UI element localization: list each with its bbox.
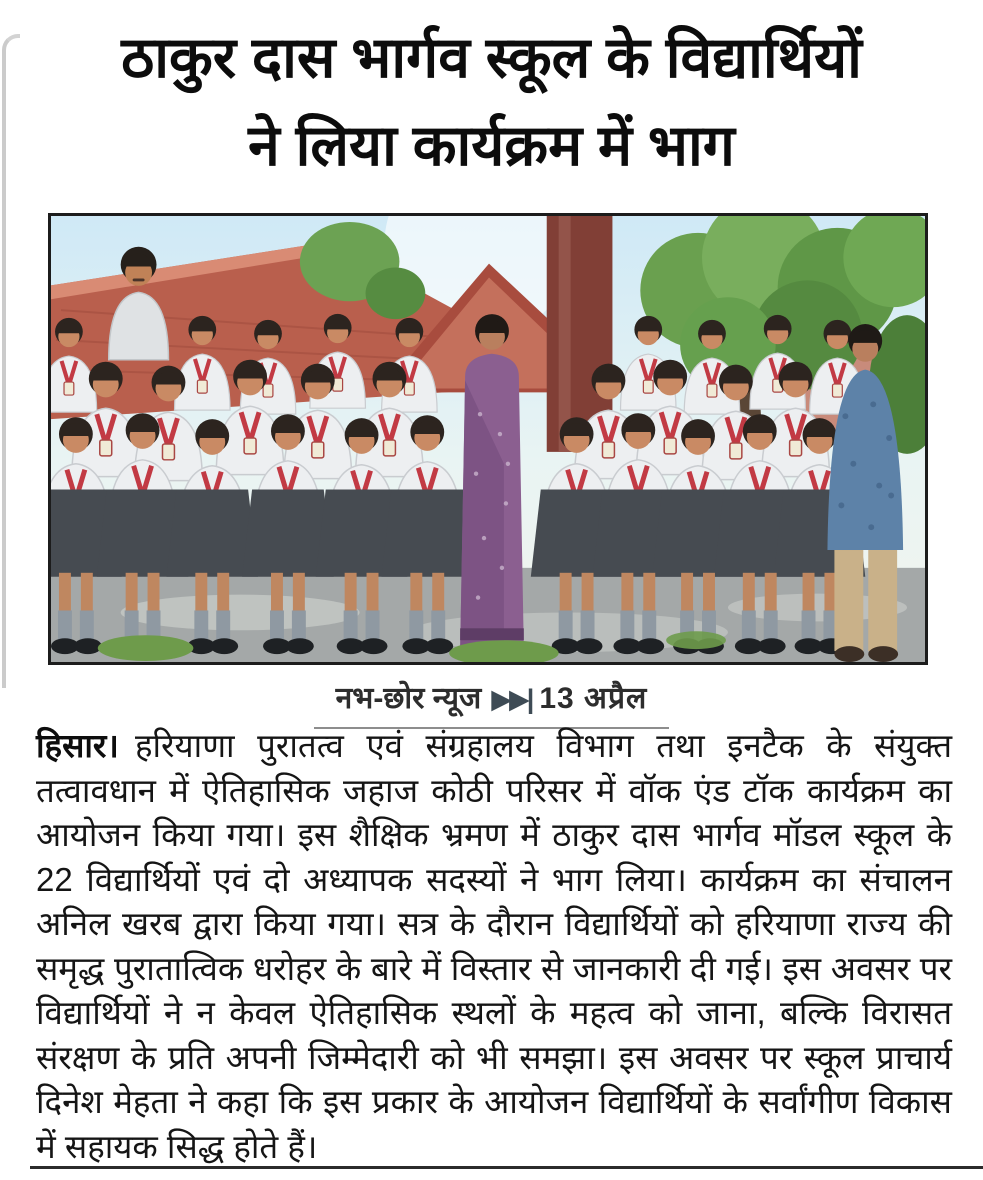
group-photo-illustration <box>51 216 925 662</box>
article-body <box>36 724 952 1169</box>
bottom-rule <box>30 1166 983 1169</box>
article-text: हरियाणा पुरातत्व एवं संग्रहालय विभाग तथा इनटैक के संयुक्त तत्वावधान में ऐतिहासिक जहाज कोठी परिसर में वॉक एंड टॉक कार्यक्रम का आयोजन किया गया। इस शैक्षिक भ्रमण में ठाकुर दास भार्गव मॉडल स्कूल के 22 विद्यार्थियों एवं दो अध्यापक सदस्यों ने भाग लिया। कार्यक्रम का संचालन अनिल खरब द्वारा किया गया। सत्र के दौरान विद्यार्थियों को हरियाणा राज्य की समृद्ध पुरातात्विक धरोहर के बारे में विस्तार से जानकारी दी गई। इस अवसर पर विद्यार्थियों ने न केवल ऐतिहासिक स्थलों के महत्व को जाना, बल्कि विरासत संरक्षण के प्रति अपनी जिम्मेदारी को भी समझा। इस अवसर पर स्कूल प्राचार्य दिनेश मेहता ने कहा कि इस प्रकार के आयोजन विद्यार्थियों के सर्वांगीण विकास में सहायक सिद्ध होते हैं। <box>36 727 952 1165</box>
dateline: हिसार। <box>36 727 119 764</box>
group-photo <box>48 213 928 665</box>
byline-date: 13 अप्रैल <box>539 682 648 715</box>
fast-forward-icon: ▶▶| <box>491 684 532 714</box>
headline-line2: ने लिया कार्यक्रम में भाग <box>248 114 735 179</box>
byline-source: नभ-छोर न्यूज <box>335 682 482 715</box>
byline <box>0 676 983 729</box>
headline <box>20 14 963 191</box>
page-curl-edge <box>2 34 20 688</box>
headline-line1: ठाकुर दास भार्गव स्कूल के विद्यार्थियों <box>121 26 862 90</box>
byline-inner <box>314 676 670 729</box>
